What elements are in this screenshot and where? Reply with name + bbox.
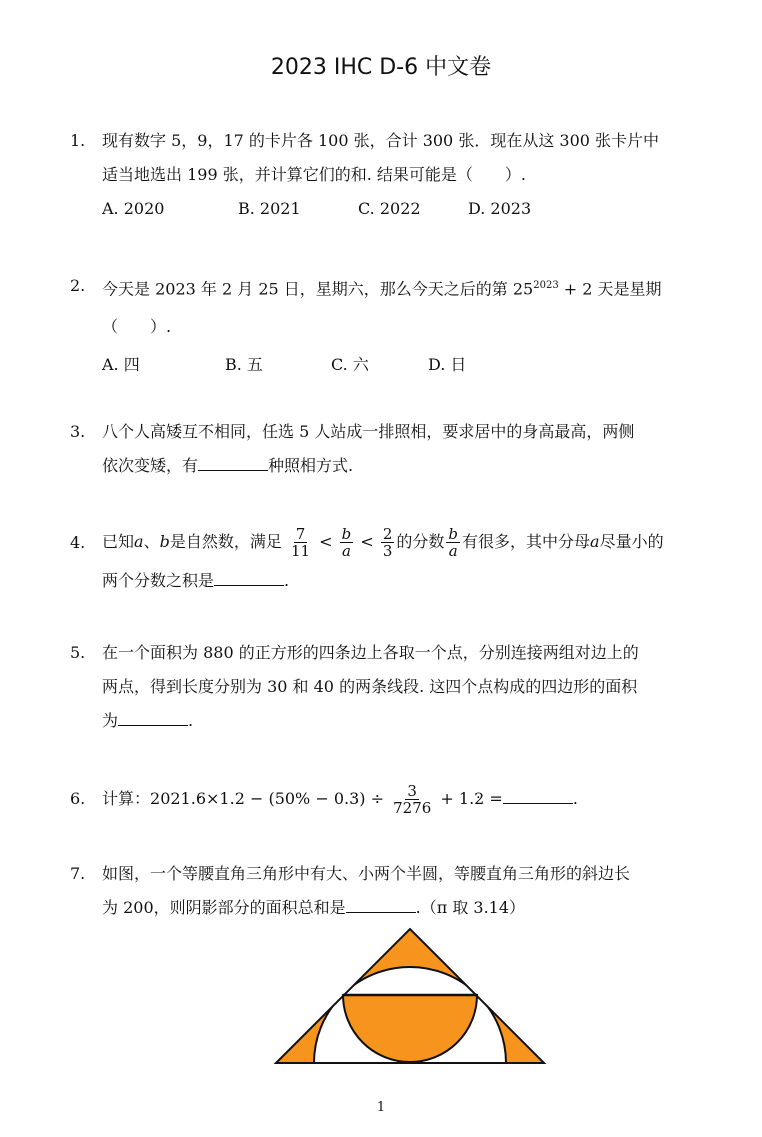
question-text-line (102, 269, 695, 306)
repeating-digit: 6 · (196, 789, 206, 808)
question-text-line: 适当地选出 199 张，并计算它们的和. 结果可能是（ ）. (102, 165, 526, 184)
text-segment: 尽量小的 (599, 532, 664, 551)
text-segment: 两个分数之积是 (102, 571, 215, 590)
math-segment: = (484, 789, 503, 808)
text-segment: 、 (143, 532, 160, 551)
triangle-semicircles-figure (270, 925, 550, 1070)
text-segment: 为 200，则阴影部分的面积总和是 (102, 898, 346, 917)
text-segment: 的分数 (396, 532, 445, 551)
math-segment: ×1.2 − (50% − 0. (206, 789, 350, 808)
question-text-line (102, 891, 695, 925)
denominator: 7276 (393, 799, 432, 817)
less-than: < (360, 532, 374, 551)
option-c: C. 2022 (358, 199, 421, 218)
option-d: D. 日 (428, 355, 467, 375)
question-number: 7. (70, 864, 86, 883)
text-segment: + 2 天是星期 (558, 279, 662, 299)
question-text-line (102, 449, 695, 483)
option-c: C. 六 (331, 355, 369, 375)
fraction (340, 526, 354, 559)
text-segment: .（π 取 3.14） (415, 898, 526, 917)
answer-blank (346, 892, 416, 913)
answer-blank (503, 783, 573, 804)
question-number: 4. (70, 533, 86, 552)
answer-blank (198, 450, 268, 471)
numerator: 7 (295, 525, 306, 543)
page-number: 1 (376, 1100, 386, 1115)
numerator: b (341, 525, 352, 543)
question-3 (70, 415, 695, 483)
question-text-line: （ ）. (102, 317, 172, 337)
question-number: 1. (70, 131, 86, 150)
option-a: A. 四 (102, 355, 140, 375)
text-segment: 计算： (102, 789, 151, 808)
question-number: 6. (70, 789, 86, 808)
page-title: 2023 IHC D-6 中文卷 (270, 55, 492, 80)
fraction (381, 526, 395, 559)
text-segment: 为 (102, 711, 119, 730)
math-segment: + 1. (440, 789, 475, 808)
question-5 (70, 636, 695, 738)
less-than: < (319, 532, 333, 551)
text-segment: 已知 (102, 532, 135, 551)
text-segment: 有很多，其中分母 (462, 532, 591, 551)
option-a: A. 2020 (102, 199, 165, 218)
text-segment: 种照相方式. (268, 456, 354, 475)
question-number: 5. (70, 643, 86, 662)
exponent: 2023 (533, 280, 559, 291)
question-text-line: 现有数字 5，9，17 的卡片各 100 张，合计 300 张．现在从这 300 张卡片中 (102, 131, 660, 150)
options-row (102, 192, 695, 226)
question-6 (70, 778, 695, 820)
repeating-digit: 3 · (349, 789, 359, 808)
answer-blank (118, 705, 188, 726)
question-2 (70, 269, 695, 382)
text-segment: . (284, 571, 290, 590)
numerator: 3 (407, 782, 417, 800)
variable-b: b (159, 532, 170, 551)
question-text-line (102, 564, 695, 598)
variable-a: a (590, 532, 600, 551)
math-segment: 2021. (150, 789, 196, 808)
question-text-line: 两点，得到长度分别为 30 和 40 的两条线段. 这四个点构成的四边形的面积 (102, 677, 638, 696)
text-segment: . (188, 711, 194, 730)
question-1 (70, 124, 695, 226)
option-b: B. 五 (225, 355, 263, 375)
question-4 (70, 520, 695, 598)
variable-a: a (134, 532, 144, 551)
text-segment: 今天是 2023 年 2 月 25 日，星期六，那么今天之后的第 25 (102, 279, 534, 299)
numerator: b (448, 525, 458, 543)
question-number: 3. (70, 422, 86, 441)
fraction (446, 526, 460, 559)
text-segment: 依次变矮，有 (102, 456, 199, 475)
numerator: 2 (382, 525, 393, 543)
question-text-line: 如图，一个等腰直角三角形中有大、小两个半圆，等腰直角三角形的斜边长 (102, 864, 631, 883)
question-text-line (102, 520, 695, 564)
question-text-line: 在一个面积为 880 的正方形的四条边上各取一个点，分别连接两组对边上的 (102, 643, 639, 662)
options-row (102, 348, 695, 382)
math-segment: ) ÷ (359, 789, 385, 808)
denominator: a (341, 542, 351, 560)
denominator: 3 (382, 542, 393, 560)
question-text-line (102, 704, 695, 738)
answer-blank (214, 565, 284, 586)
question-text-line: 八个人高矮互不相同，任选 5 人站成一排照相，要求居中的身高最高，两侧 (102, 422, 635, 441)
question-number: 2. (70, 276, 86, 295)
denominator: a (448, 542, 458, 560)
fraction (289, 526, 312, 559)
text-segment: 是自然数，满足 (169, 532, 282, 551)
denominator: 11 (290, 542, 311, 560)
repeating-digit: 2 · (474, 789, 484, 808)
fraction (391, 783, 433, 816)
question-7 (70, 857, 695, 925)
question-text-line (102, 778, 695, 820)
option-b: B. 2021 (238, 199, 301, 218)
text-segment: . (572, 789, 578, 808)
option-d: D. 2023 (468, 199, 532, 218)
